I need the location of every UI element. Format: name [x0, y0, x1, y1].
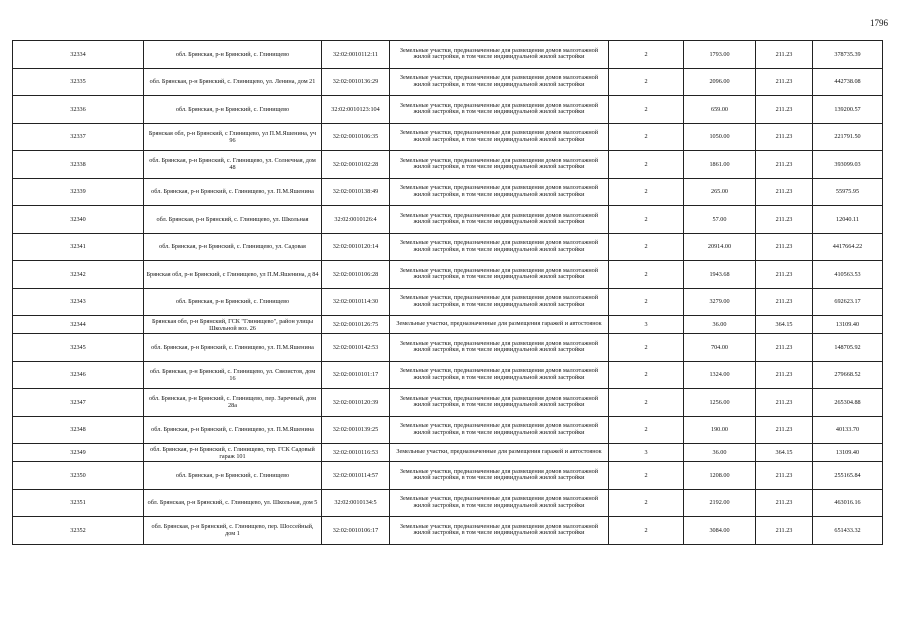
- table-row: [13, 416, 883, 444]
- land-use-cell: Земельные участки, предназначенные для размещения домов малоэтажной жилой застройки, в том числе индивидуальной жилой застройки: [390, 361, 609, 389]
- specific-value-cell: 211.23: [756, 123, 813, 151]
- table-row: [13, 178, 883, 206]
- land-use-cell: Земельные участки, предназначенные для размещения домов малоэтажной жилой застройки, в том числе индивидуальной жилой застройки: [390, 233, 609, 261]
- table-row: [13, 68, 883, 96]
- row-number-cell: 32345: [13, 334, 144, 362]
- land-use-cell: Земельные участки, предназначенные для размещения домов малоэтажной жилой застройки, в том числе индивидуальной жилой застройки: [390, 389, 609, 417]
- table-row: [13, 206, 883, 234]
- cadastral-number-cell: 32:02:0010126:4: [322, 206, 390, 234]
- table-row: [13, 444, 883, 462]
- group-cell: 2: [609, 206, 684, 234]
- land-use-cell: Земельные участки, предназначенные для размещения домов малоэтажной жилой застройки, в том числе индивидуальной жилой застройки: [390, 68, 609, 96]
- table-row: [13, 96, 883, 124]
- cadastral-value-cell: 279668.52: [813, 361, 883, 389]
- area-cell: 1943.68: [684, 261, 756, 289]
- land-use-cell: Земельные участки, предназначенные для размещения домов малоэтажной жилой застройки, в том числе индивидуальной жилой застройки: [390, 261, 609, 289]
- cadastral-value-cell: 265304.88: [813, 389, 883, 417]
- area-cell: 20914.00: [684, 233, 756, 261]
- table-row: [13, 334, 883, 362]
- row-number-cell: 32339: [13, 178, 144, 206]
- land-use-cell: Земельные участки, предназначенные для размещения домов малоэтажной жилой застройки, в том числе индивидуальной жилой застройки: [390, 151, 609, 179]
- group-cell: 2: [609, 233, 684, 261]
- group-cell: 2: [609, 489, 684, 517]
- specific-value-cell: 211.23: [756, 416, 813, 444]
- cadastral-number-cell: 32:02:0010114:30: [322, 288, 390, 316]
- row-number-cell: 32352: [13, 517, 144, 545]
- area-cell: 659.00: [684, 96, 756, 124]
- cadastral-number-cell: 32:02:0010142:53: [322, 334, 390, 362]
- address-cell: обл. Брянская, р-н Брянский, с. Глинищево: [144, 41, 322, 69]
- group-cell: 2: [609, 41, 684, 69]
- specific-value-cell: 211.23: [756, 517, 813, 545]
- land-use-cell: Земельные участки, предназначенные для размещения домов малоэтажной жилой застройки, в том числе индивидуальной жилой застройки: [390, 517, 609, 545]
- row-number-cell: 32335: [13, 68, 144, 96]
- area-cell: 1861.00: [684, 151, 756, 179]
- group-cell: 2: [609, 389, 684, 417]
- group-cell: 2: [609, 288, 684, 316]
- land-use-cell: Земельные участки, предназначенные для размещения домов малоэтажной жилой застройки, в том числе индивидуальной жилой застройки: [390, 96, 609, 124]
- row-number-cell: 32343: [13, 288, 144, 316]
- area-cell: 1793.00: [684, 41, 756, 69]
- row-number-cell: 32340: [13, 206, 144, 234]
- row-number-cell: 32346: [13, 361, 144, 389]
- group-cell: 2: [609, 416, 684, 444]
- table-row: [13, 41, 883, 69]
- cadastral-value-cell: 692623.17: [813, 288, 883, 316]
- table-row: [13, 151, 883, 179]
- table-row: [13, 389, 883, 417]
- table-row: [13, 462, 883, 490]
- row-number-cell: 32336: [13, 96, 144, 124]
- cadastral-value-table: [12, 40, 883, 545]
- address-cell: обл. Брянская, р-н Брянский, с. Глинищево, ул. Школьная, дом 5: [144, 489, 322, 517]
- area-cell: 190.00: [684, 416, 756, 444]
- address-cell: обл. Брянская, р-н Брянский, с. Глинищево, пер. Шоссейный, дом 1: [144, 517, 322, 545]
- cadastral-value-cell: 651433.32: [813, 517, 883, 545]
- area-cell: 265.00: [684, 178, 756, 206]
- row-number-cell: 32338: [13, 151, 144, 179]
- cadastral-value-cell: 4417664.22: [813, 233, 883, 261]
- cadastral-number-cell: 32:02:0010138:49: [322, 178, 390, 206]
- cadastral-number-cell: 32:02:0010101:17: [322, 361, 390, 389]
- land-use-cell: Земельные участки, предназначенные для размещения домов малоэтажной жилой застройки, в том числе индивидуальной жилой застройки: [390, 41, 609, 69]
- address-cell: Брянская обл, р-н Брянский, ГСК "Глинищево", район улицы Школьной воз. 26: [144, 316, 322, 334]
- group-cell: 2: [609, 261, 684, 289]
- address-cell: Брянская обл, р-н Брянский, с Глинищево, ул П.М.Яшенина, уч 96: [144, 123, 322, 151]
- specific-value-cell: 211.23: [756, 178, 813, 206]
- page-number: 1796: [870, 18, 888, 28]
- land-use-cell: Земельные участки, предназначенные для размещения домов малоэтажной жилой застройки, в том числе индивидуальной жилой застройки: [390, 462, 609, 490]
- area-cell: 36.00: [684, 316, 756, 334]
- land-use-cell: Земельные участки, предназначенные для размещения домов малоэтажной жилой застройки, в том числе индивидуальной жилой застройки: [390, 123, 609, 151]
- cadastral-value-cell: 255165.84: [813, 462, 883, 490]
- row-number-cell: 32347: [13, 389, 144, 417]
- group-cell: 2: [609, 462, 684, 490]
- cadastral-value-cell: 410563.53: [813, 261, 883, 289]
- table-row: [13, 123, 883, 151]
- area-cell: 2192.00: [684, 489, 756, 517]
- cadastral-value-cell: 378735.39: [813, 41, 883, 69]
- address-cell: обл. Брянская, р-н Брянский, с. Глинищево, ул. Солнечная, дом 48: [144, 151, 322, 179]
- specific-value-cell: 211.23: [756, 288, 813, 316]
- address-cell: обл. Брянская, р-н Брянский, с. Глинищево, ул. Садовая: [144, 233, 322, 261]
- address-cell: обл. Брянская, р-н Брянский, с. Глинищево, ул. П.М.Яшенина: [144, 416, 322, 444]
- table-row: [13, 288, 883, 316]
- cadastral-value-cell: 221791.50: [813, 123, 883, 151]
- specific-value-cell: 211.23: [756, 361, 813, 389]
- table-row: [13, 233, 883, 261]
- cadastral-number-cell: 32:02:0010134:5: [322, 489, 390, 517]
- cadastral-value-cell: 148705.92: [813, 334, 883, 362]
- specific-value-cell: 211.23: [756, 41, 813, 69]
- address-cell: обл. Брянская, р-н Брянский, с. Глинищево, ул. Связистов, дом 16: [144, 361, 322, 389]
- group-cell: 2: [609, 361, 684, 389]
- cadastral-value-cell: 139200.57: [813, 96, 883, 124]
- land-use-cell: Земельные участки, предназначенные для размещения домов малоэтажной жилой застройки, в том числе индивидуальной жилой застройки: [390, 489, 609, 517]
- area-cell: 1208.00: [684, 462, 756, 490]
- specific-value-cell: 211.23: [756, 489, 813, 517]
- row-number-cell: 32348: [13, 416, 144, 444]
- land-use-cell: Земельные участки, предназначенные для размещения домов малоэтажной жилой застройки, в том числе индивидуальной жилой застройки: [390, 288, 609, 316]
- cadastral-value-cell: 55975.95: [813, 178, 883, 206]
- cadastral-number-cell: 32:02:0010106:35: [322, 123, 390, 151]
- table-row: [13, 517, 883, 545]
- group-cell: 3: [609, 444, 684, 462]
- cadastral-number-cell: 32:02:0010116:53: [322, 444, 390, 462]
- address-cell: обл. Брянская, р-н Брянский, с. Глинищево: [144, 462, 322, 490]
- cadastral-value-cell: 12040.11: [813, 206, 883, 234]
- specific-value-cell: 211.23: [756, 206, 813, 234]
- cadastral-number-cell: 32:02:0010136:29: [322, 68, 390, 96]
- address-cell: обл. Брянская, р-н Брянский, с. Глинищево, ул. П.М.Яшенина: [144, 178, 322, 206]
- land-use-cell: Земельные участки, предназначенные для размещения домов малоэтажной жилой застройки, в том числе индивидуальной жилой застройки: [390, 334, 609, 362]
- specific-value-cell: 364.15: [756, 316, 813, 334]
- land-use-cell: Земельные участки, предназначенные для размещения гаражей и автостоянок: [390, 444, 609, 462]
- area-cell: 1324.00: [684, 361, 756, 389]
- group-cell: 2: [609, 178, 684, 206]
- land-use-cell: Земельные участки, предназначенные для размещения домов малоэтажной жилой застройки, в том числе индивидуальной жилой застройки: [390, 206, 609, 234]
- specific-value-cell: 211.23: [756, 151, 813, 179]
- group-cell: 2: [609, 517, 684, 545]
- row-number-cell: 32344: [13, 316, 144, 334]
- cadastral-number-cell: 32:02:0010126:75: [322, 316, 390, 334]
- specific-value-cell: 211.23: [756, 261, 813, 289]
- row-number-cell: 32351: [13, 489, 144, 517]
- cadastral-value-cell: 13109.40: [813, 444, 883, 462]
- area-cell: 1256.00: [684, 389, 756, 417]
- table-row: [13, 361, 883, 389]
- cadastral-number-cell: 32:02:0010123:104: [322, 96, 390, 124]
- address-cell: Брянская обл, р-н Брянский, с Глинищево, ул П.М.Яшенина, д 84: [144, 261, 322, 289]
- group-cell: 2: [609, 334, 684, 362]
- group-cell: 2: [609, 151, 684, 179]
- address-cell: обл. Брянская, р-н Брянский, с. Глинищево, ул. Школьная: [144, 206, 322, 234]
- specific-value-cell: 364.15: [756, 444, 813, 462]
- cadastral-number-cell: 32:02:0010120:14: [322, 233, 390, 261]
- group-cell: 2: [609, 123, 684, 151]
- area-cell: 1050.00: [684, 123, 756, 151]
- specific-value-cell: 211.23: [756, 68, 813, 96]
- area-cell: 36.00: [684, 444, 756, 462]
- specific-value-cell: 211.23: [756, 96, 813, 124]
- area-cell: 3279.00: [684, 288, 756, 316]
- address-cell: обл. Брянская, р-н Брянский, с. Глинищево: [144, 288, 322, 316]
- cadastral-number-cell: 32:02:0010102:28: [322, 151, 390, 179]
- row-number-cell: 32337: [13, 123, 144, 151]
- specific-value-cell: 211.23: [756, 389, 813, 417]
- group-cell: 2: [609, 68, 684, 96]
- address-cell: обл. Брянская, р-н Брянский, с. Глинищево, ул. Ленина, дом 21: [144, 68, 322, 96]
- area-cell: 57.00: [684, 206, 756, 234]
- cadastral-value-cell: 13109.40: [813, 316, 883, 334]
- cadastral-number-cell: 32:02:0010106:28: [322, 261, 390, 289]
- address-cell: обл. Брянская, р-н Брянский, с. Глинищево: [144, 96, 322, 124]
- land-use-cell: Земельные участки, предназначенные для размещения гаражей и автостоянок: [390, 316, 609, 334]
- table-body: [13, 41, 883, 545]
- area-cell: 3084.00: [684, 517, 756, 545]
- cadastral-value-cell: 393099.03: [813, 151, 883, 179]
- cadastral-number-cell: 32:02:0010114:57: [322, 462, 390, 490]
- group-cell: 2: [609, 96, 684, 124]
- row-number-cell: 32349: [13, 444, 144, 462]
- cadastral-number-cell: 32:02:0010112:11: [322, 41, 390, 69]
- address-cell: обл. Брянская, р-н Брянский, с. Глинищево, пер. Заречный, дом 28а: [144, 389, 322, 417]
- cadastral-number-cell: 32:02:0010106:17: [322, 517, 390, 545]
- land-use-cell: Земельные участки, предназначенные для размещения домов малоэтажной жилой застройки, в том числе индивидуальной жилой застройки: [390, 178, 609, 206]
- row-number-cell: 32334: [13, 41, 144, 69]
- cadastral-value-cell: 442738.08: [813, 68, 883, 96]
- area-cell: 704.00: [684, 334, 756, 362]
- address-cell: обл. Брянская, р-н Брянский, с. Глинищево, ул. П.М.Яшенина: [144, 334, 322, 362]
- cadastral-number-cell: 32:02:0010120:39: [322, 389, 390, 417]
- row-number-cell: 32342: [13, 261, 144, 289]
- specific-value-cell: 211.23: [756, 334, 813, 362]
- cadastral-number-cell: 32:02:0010139:25: [322, 416, 390, 444]
- row-number-cell: 32341: [13, 233, 144, 261]
- cadastral-value-cell: 40133.70: [813, 416, 883, 444]
- address-cell: обл. Брянская, р-н Брянский, с. Глинищево, тер. ГСК Садовый гараж 101: [144, 444, 322, 462]
- land-use-cell: Земельные участки, предназначенные для размещения домов малоэтажной жилой застройки, в том числе индивидуальной жилой застройки: [390, 416, 609, 444]
- cadastral-value-cell: 463016.16: [813, 489, 883, 517]
- specific-value-cell: 211.23: [756, 462, 813, 490]
- area-cell: 2096.00: [684, 68, 756, 96]
- group-cell: 3: [609, 316, 684, 334]
- row-number-cell: 32350: [13, 462, 144, 490]
- specific-value-cell: 211.23: [756, 233, 813, 261]
- table-row: [13, 261, 883, 289]
- table-row: [13, 489, 883, 517]
- table-row: [13, 316, 883, 334]
